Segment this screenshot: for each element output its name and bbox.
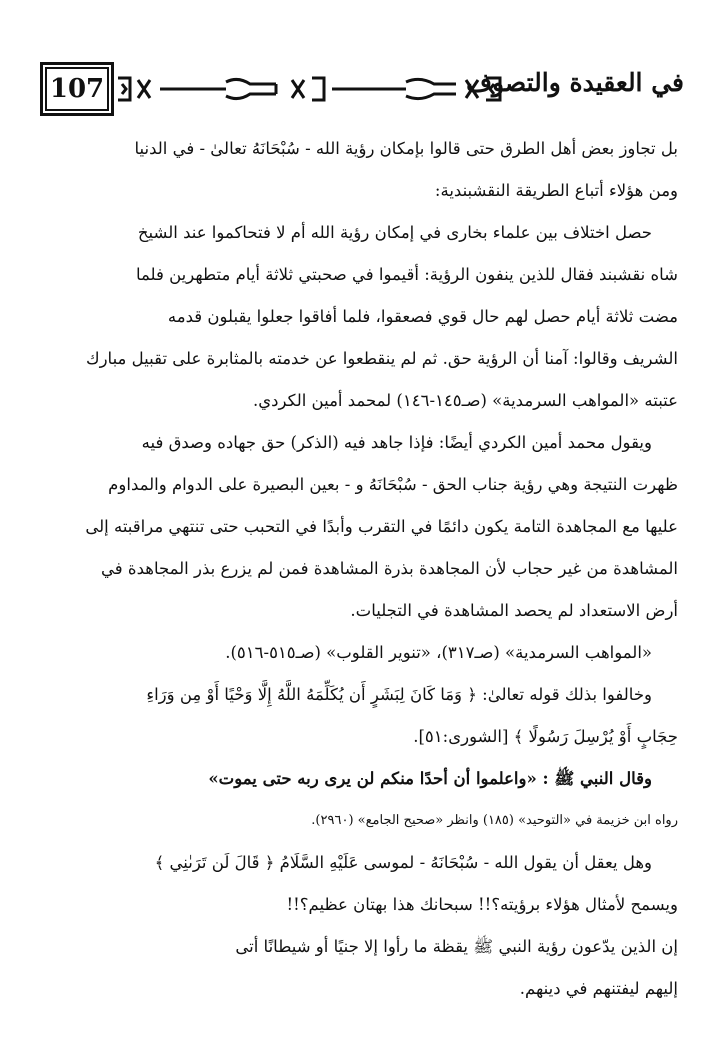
text-line: إليهم ليفتنهم في دينهم. bbox=[519, 979, 678, 998]
text-line: وهل يعقل أن يقول الله - سُبْحَانَهُ - لموسى عَلَيْهِ السَّلَامُ ﴿ قَالَ لَن تَرَىٰنِي ﴾ bbox=[154, 853, 652, 872]
hadith-line: وقال النبي ﷺ : «واعلموا أن أحدًا منكم لن يرى ربه حتى يموت» bbox=[208, 769, 652, 788]
header-ornament bbox=[116, 74, 516, 104]
text-line: الشريف وقالوا: آمنا أن الرؤية حق. ثم لم ينقطعوا عن خدمته بالمثابرة على تقبيل مبارك bbox=[85, 349, 678, 368]
text-line: المشاهدة من غير حجاب لأن المجاهدة بذرة المشاهدة فمن لم يزرع بذر المجاهدة في bbox=[101, 559, 678, 578]
citation-line: رواه ابن خزيمة في «التوحيد» (١٨٥) وانظر «صحيح الجامع» (٢٩٦٠). bbox=[311, 813, 678, 828]
page-number: 107 bbox=[40, 62, 114, 116]
text-line: شاه نقشبند فقال للذين ينفون الرؤية: أقيموا في صحبتي ثلاثة أيام متطهرين فلما bbox=[135, 265, 678, 284]
text-line: ويقول محمد أمين الكردي أيضًا: فإذا جاهد فيه (الذكر) حق جهاده وصدق فيه bbox=[141, 433, 652, 452]
text-line: عليها مع المجاهدة التامة يكون دائمًا في التقرب وأبدًا في التحبب حتى تنتهي مراقبته إلى bbox=[85, 517, 678, 536]
running-title: في العقيدة والتصوف bbox=[466, 68, 684, 97]
text-line: ويسمح لأمثال هؤلاء برؤيته؟!! سبحانك هذا بهتان عظيم؟!! bbox=[286, 895, 678, 914]
text-line: أرض الاستعداد لم يحصد المشاهدة في التجليات. bbox=[350, 601, 678, 620]
text-line: عتبته «المواهب السرمدية» (صـ١٤٥-١٤٦) لمحمد أمين الكردي. bbox=[252, 391, 678, 410]
text-line: إن الذين يدّعون رؤية النبي ﷺ يقظة ما رأوا إلا جنيًا أو شيطانًا أتى bbox=[235, 937, 678, 956]
text-line: ظهرت النتيجة وهي رؤية جناب الحق - سُبْحَانَهُ و - بعين البصيرة على الدوام والمداوم bbox=[108, 475, 678, 494]
quran-verse-line: حِجَابٍ أَوْ يُرْسِلَ رَسُولًا ﴾ [الشورى:٥١]. bbox=[413, 727, 678, 746]
text-line: بل تجاوز بعض أهل الطرق حتى قالوا بإمكان رؤية الله - سُبْحَانَهُ تعالىٰ - في الدنيا bbox=[134, 139, 678, 158]
text-line: مضت ثلاثة أيام حصل لهم حال قوي فصعقوا، فلما أفاقوا جعلوا يقبلون قدمه bbox=[167, 307, 678, 326]
citation-line: «المواهب السرمدية» (صـ٣١٧)، «تنوير القلوب» (صـ٥١٥-٥١٦). bbox=[225, 643, 652, 662]
text-line: ومن هؤلاء أتباع الطريقة النقشبندية: bbox=[434, 181, 678, 200]
body-text bbox=[40, 128, 678, 1010]
text-line: حصل اختلاف بين علماء بخارى في إمكان رؤية الله أم لا فتحاكموا عند الشيخ bbox=[137, 223, 652, 242]
quran-verse-line: وخالفوا بذلك قوله تعالىٰ: ﴿ وَمَا كَانَ لِبَشَرٍ أَن يُكَلِّمَهُ اللَّهُ إِلَّا وَحْيًا أَوْ مِن وَرَاءِ bbox=[146, 685, 652, 704]
